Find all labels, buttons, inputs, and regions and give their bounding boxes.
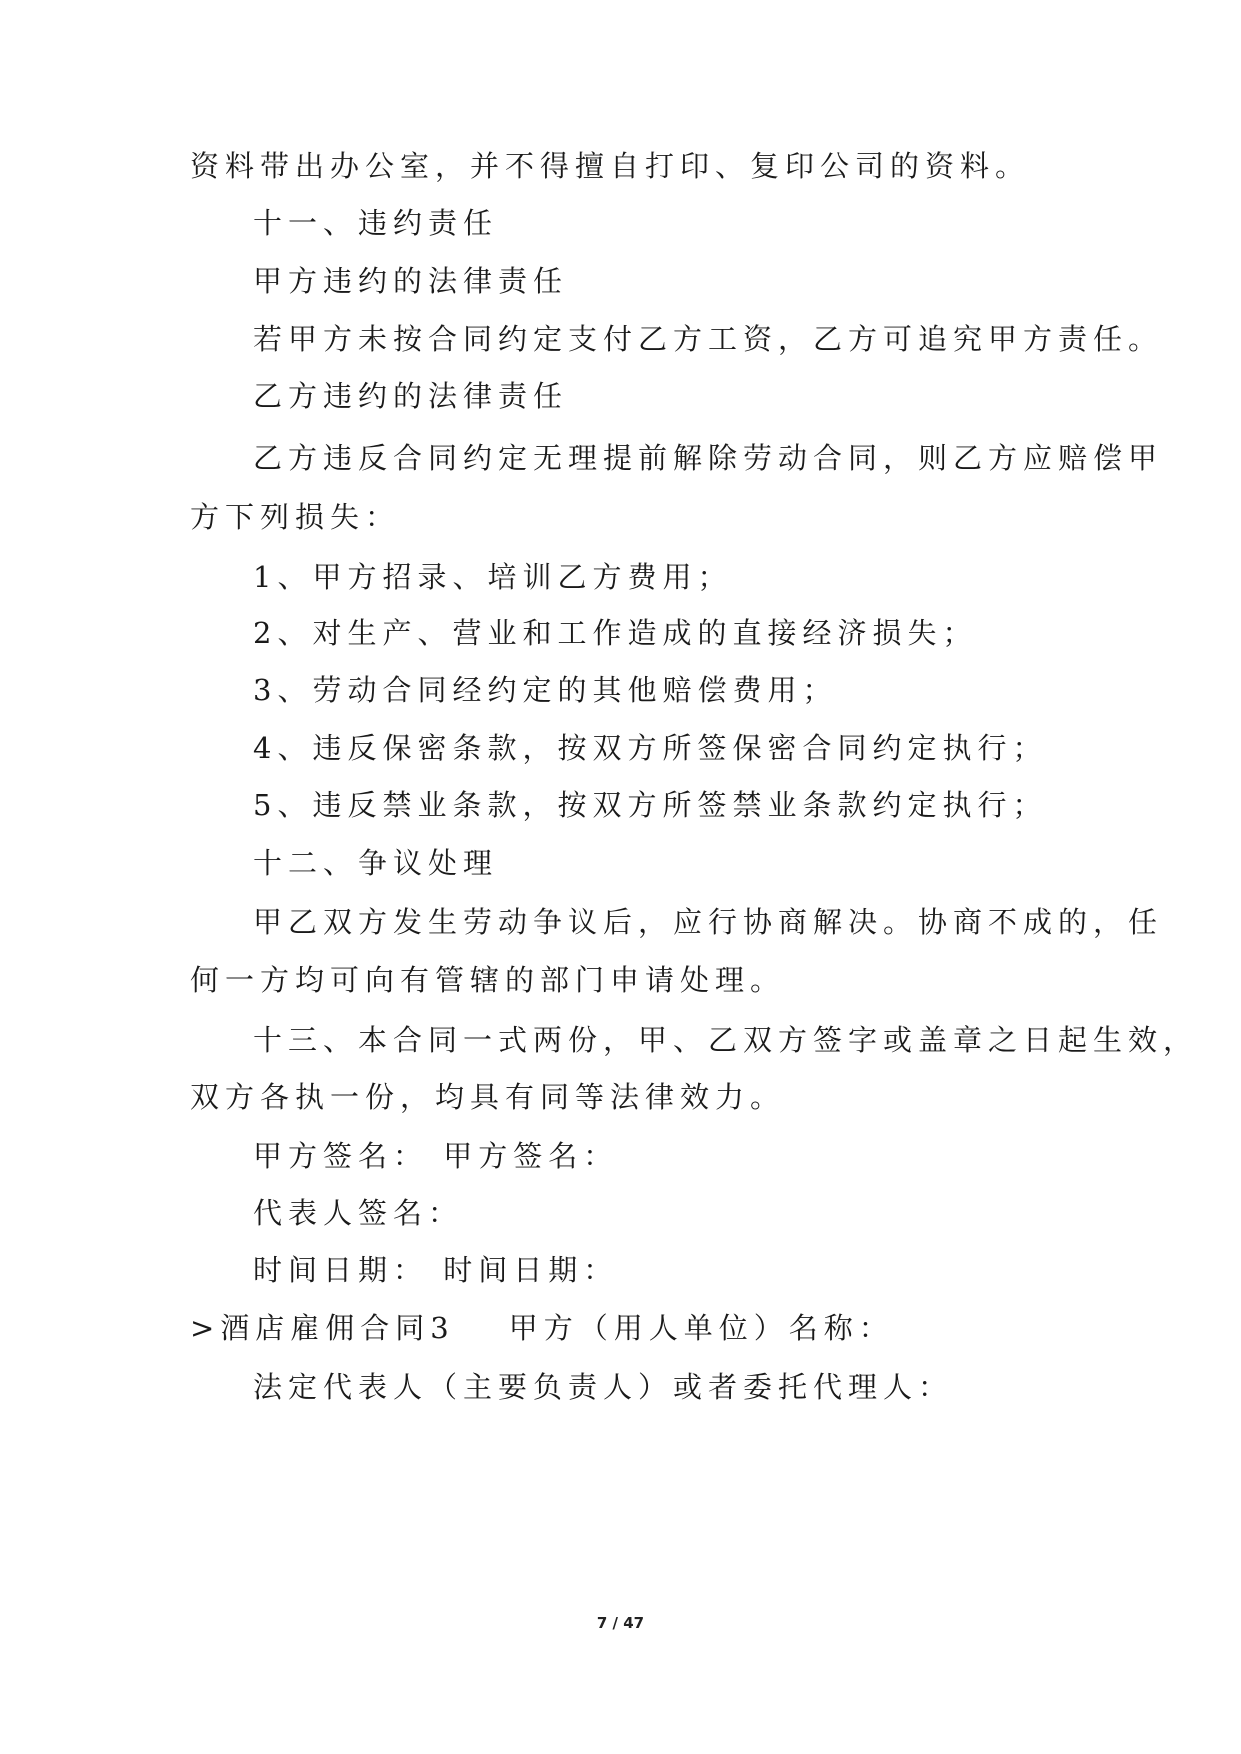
subheading: 乙方违约的法律责任: [253, 379, 569, 413]
paragraph-line: 何一方均可向有管辖的部门申请处理。: [190, 963, 786, 997]
signature-line: 代表人签名：: [253, 1196, 464, 1230]
date-line: 时间日期： 时间日期：: [253, 1253, 619, 1287]
paragraph-line: 甲乙双方发生劳动争议后，应行协商解决。协商不成的，任: [253, 905, 1164, 939]
paragraph-line: 乙方违反合同约定无理提前解除劳动合同，则乙方应赔偿甲: [253, 441, 1164, 475]
contract-heading-text: 甲方（用人单位）名称：: [508, 1311, 894, 1345]
section-heading: 十二、争议处理: [253, 846, 499, 880]
list-item: 5、违反禁业条款，按双方所签禁业条款约定执行；: [253, 788, 1048, 822]
paragraph-line: 资料带出办公室，并不得擅自打印、复印公司的资料。: [190, 149, 1031, 183]
list-item: 3、劳动合同经约定的其他赔偿费用；: [253, 673, 838, 707]
list-item: 1、甲方招录、培训乙方费用；: [253, 560, 733, 594]
subheading: 甲方违约的法律责任: [253, 264, 569, 298]
contract-title-link[interactable]: >酒店雇佣合同3: [190, 1311, 455, 1345]
paragraph-line: 双方各执一份，均具有同等法律效力。: [190, 1080, 786, 1114]
list-item: 4、违反保密条款，按双方所签保密合同约定执行；: [253, 731, 1048, 765]
signature-line: 甲方签名： 甲方签名：: [253, 1139, 619, 1173]
paragraph-line: 若甲方未按合同约定支付乙方工资，乙方可追究甲方责任。: [253, 322, 1164, 356]
page-number: 7 / 47: [596, 1614, 645, 1632]
paragraph-line: 方下列损失：: [190, 500, 401, 534]
paragraph-line: 十三、本合同一式两份，甲、乙双方签字或盖章之日起生效，: [253, 1023, 1199, 1057]
paragraph-line: 法定代表人（主要负责人）或者委托代理人：: [253, 1370, 954, 1404]
list-item: 2、对生产、营业和工作造成的直接经济损失；: [253, 616, 978, 650]
contract-heading: [190, 1308, 894, 1348]
section-heading: 十一、违约责任: [253, 206, 499, 240]
